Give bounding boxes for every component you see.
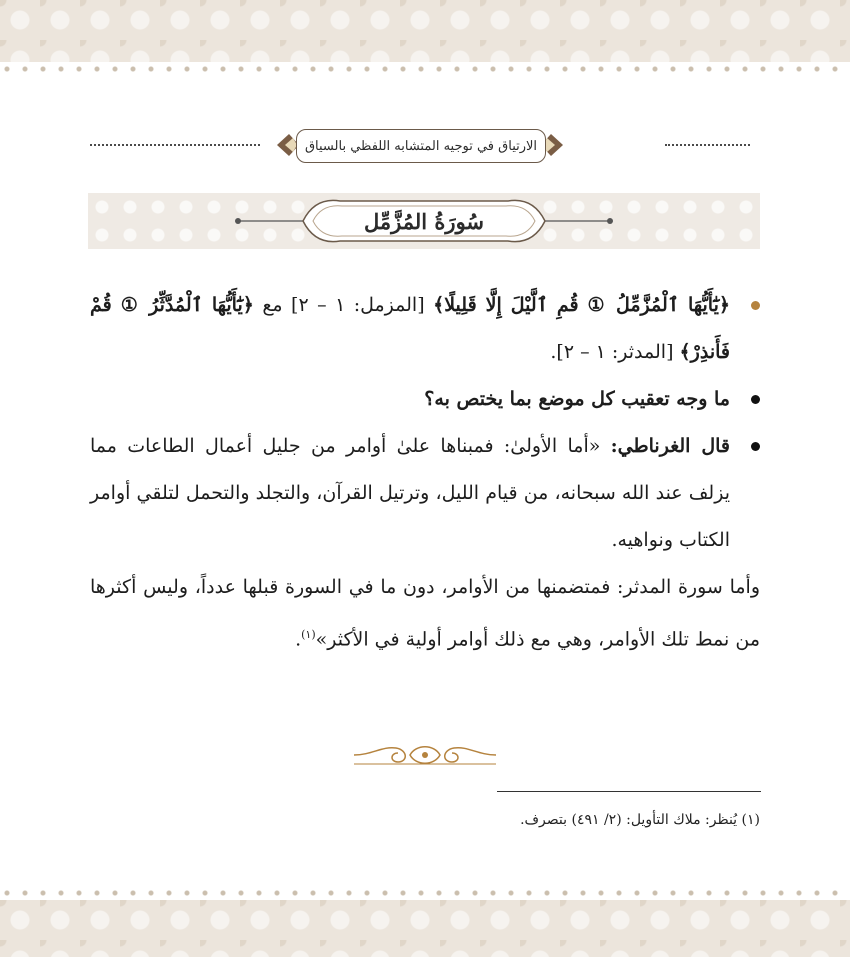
paragraph bbox=[90, 564, 760, 663]
verse-muzzammil: ﴿يَٰٓأَيُّهَا ٱلْمُزَّمِّلُ ① قُمِ ٱلَّيْلَ إِلَّا قَلِيلًا﴾ bbox=[433, 294, 730, 316]
paragraph-end: . bbox=[295, 628, 302, 651]
list-item bbox=[90, 376, 760, 423]
list-item bbox=[90, 423, 760, 564]
quote-author: قال الغرناطي: bbox=[610, 435, 730, 457]
footnote-marker: (١) bbox=[301, 628, 316, 641]
bottom-border-beads bbox=[0, 886, 850, 900]
verse-reference: [المزمل: ١ – ٢] bbox=[291, 294, 425, 316]
quote-text: «أما الأولىٰ: فمبناها علىٰ أوامر من جليل أعمال الطاعات مما يزلف عند الله سبحانه، من قيام الليل، وترتيل القرآن، والتجلد والتحمل لتلقي أوامر الكتاب ونواهيه. bbox=[90, 435, 730, 551]
running-header bbox=[90, 122, 750, 168]
surah-banner bbox=[88, 193, 760, 249]
header-dotted-rule-right bbox=[665, 144, 750, 146]
bullet-icon bbox=[751, 442, 760, 451]
surah-title: سُورَةُ المُزَّمِّل bbox=[364, 208, 485, 234]
footnote: (١) يُنظر: ملاك التأويل: (٢/ ٤٩١) بتصرف. bbox=[520, 812, 760, 828]
list-item bbox=[90, 282, 760, 376]
bottom-decorative-band bbox=[0, 900, 850, 957]
verse-reference: [المدثر: ١ – ٢]. bbox=[550, 341, 674, 363]
question-text: ما وجه تعقيب كل موضع بما يختص به؟ bbox=[424, 388, 730, 410]
bullet-icon bbox=[751, 395, 760, 404]
main-text bbox=[90, 282, 760, 663]
footnote-rule bbox=[497, 791, 761, 792]
paragraph-text: وأما سورة المدثر: فمتضمنها من الأوامر، دون ما في السورة قبلها عدداً، وليس أكثرها من نمط تلك الأوامر، وهي مع ذلك أوامر أولية في الأكثر» bbox=[90, 576, 760, 651]
top-border-beads bbox=[0, 62, 850, 76]
connector-text: مع bbox=[262, 294, 283, 316]
running-title: الارتياق في توجيه المتشابه اللفظي بالسياق bbox=[296, 129, 546, 163]
top-decorative-band bbox=[0, 0, 850, 62]
divider-flourish-icon bbox=[352, 738, 498, 772]
bullet-icon bbox=[751, 301, 760, 310]
header-dotted-rule-left bbox=[90, 144, 260, 146]
verse-muddaththir: ﴿يَٰٓأَيُّهَا ٱلْمُدَّثِّرُ ① قُمْ فَأَنذِرْ﴾ bbox=[90, 294, 730, 363]
